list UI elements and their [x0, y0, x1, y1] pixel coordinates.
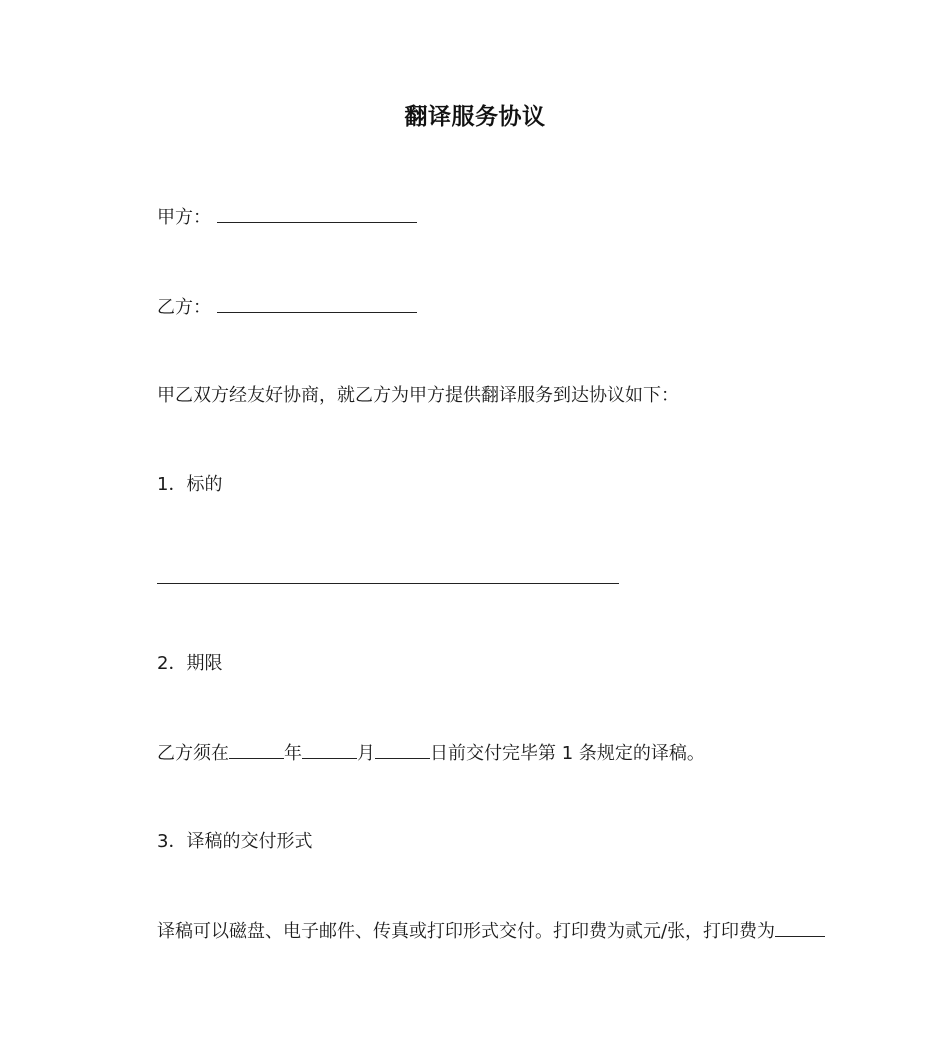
- year-blank: [229, 740, 284, 759]
- month-blank: [302, 740, 357, 759]
- party-a-blank: [217, 204, 417, 223]
- party-b-line: [157, 294, 417, 321]
- section-2-heading: 2．期限: [157, 653, 223, 674]
- delivery-text: 译稿可以磁盘、电子邮件、传真或打印形式交付。打印费为贰元/张，打印费为: [157, 921, 776, 942]
- section-1-heading: 1．标的: [157, 474, 223, 495]
- year-label: 年: [284, 743, 302, 764]
- subject-blank-line: [157, 583, 619, 584]
- party-a-label: 甲方：: [157, 207, 211, 228]
- deadline-paragraph: [157, 740, 705, 767]
- deadline-suffix: 日前交付完毕第 1 条规定的译稿。: [430, 743, 705, 764]
- document-title: 翻译服务协议: [404, 104, 546, 130]
- party-a-line: [157, 204, 417, 231]
- deadline-prefix: 乙方须在: [157, 743, 229, 764]
- intro-paragraph: 甲乙双方经友好协商，就乙方为甲方提供翻译服务到达协议如下：: [157, 385, 679, 406]
- printing-fee-blank: [775, 918, 825, 937]
- day-blank: [375, 740, 430, 759]
- party-b-blank: [217, 294, 417, 313]
- delivery-paragraph: [157, 918, 825, 945]
- section-3-heading: 3．译稿的交付形式: [157, 831, 313, 852]
- month-label: 月: [357, 743, 375, 764]
- party-b-label: 乙方：: [157, 297, 211, 318]
